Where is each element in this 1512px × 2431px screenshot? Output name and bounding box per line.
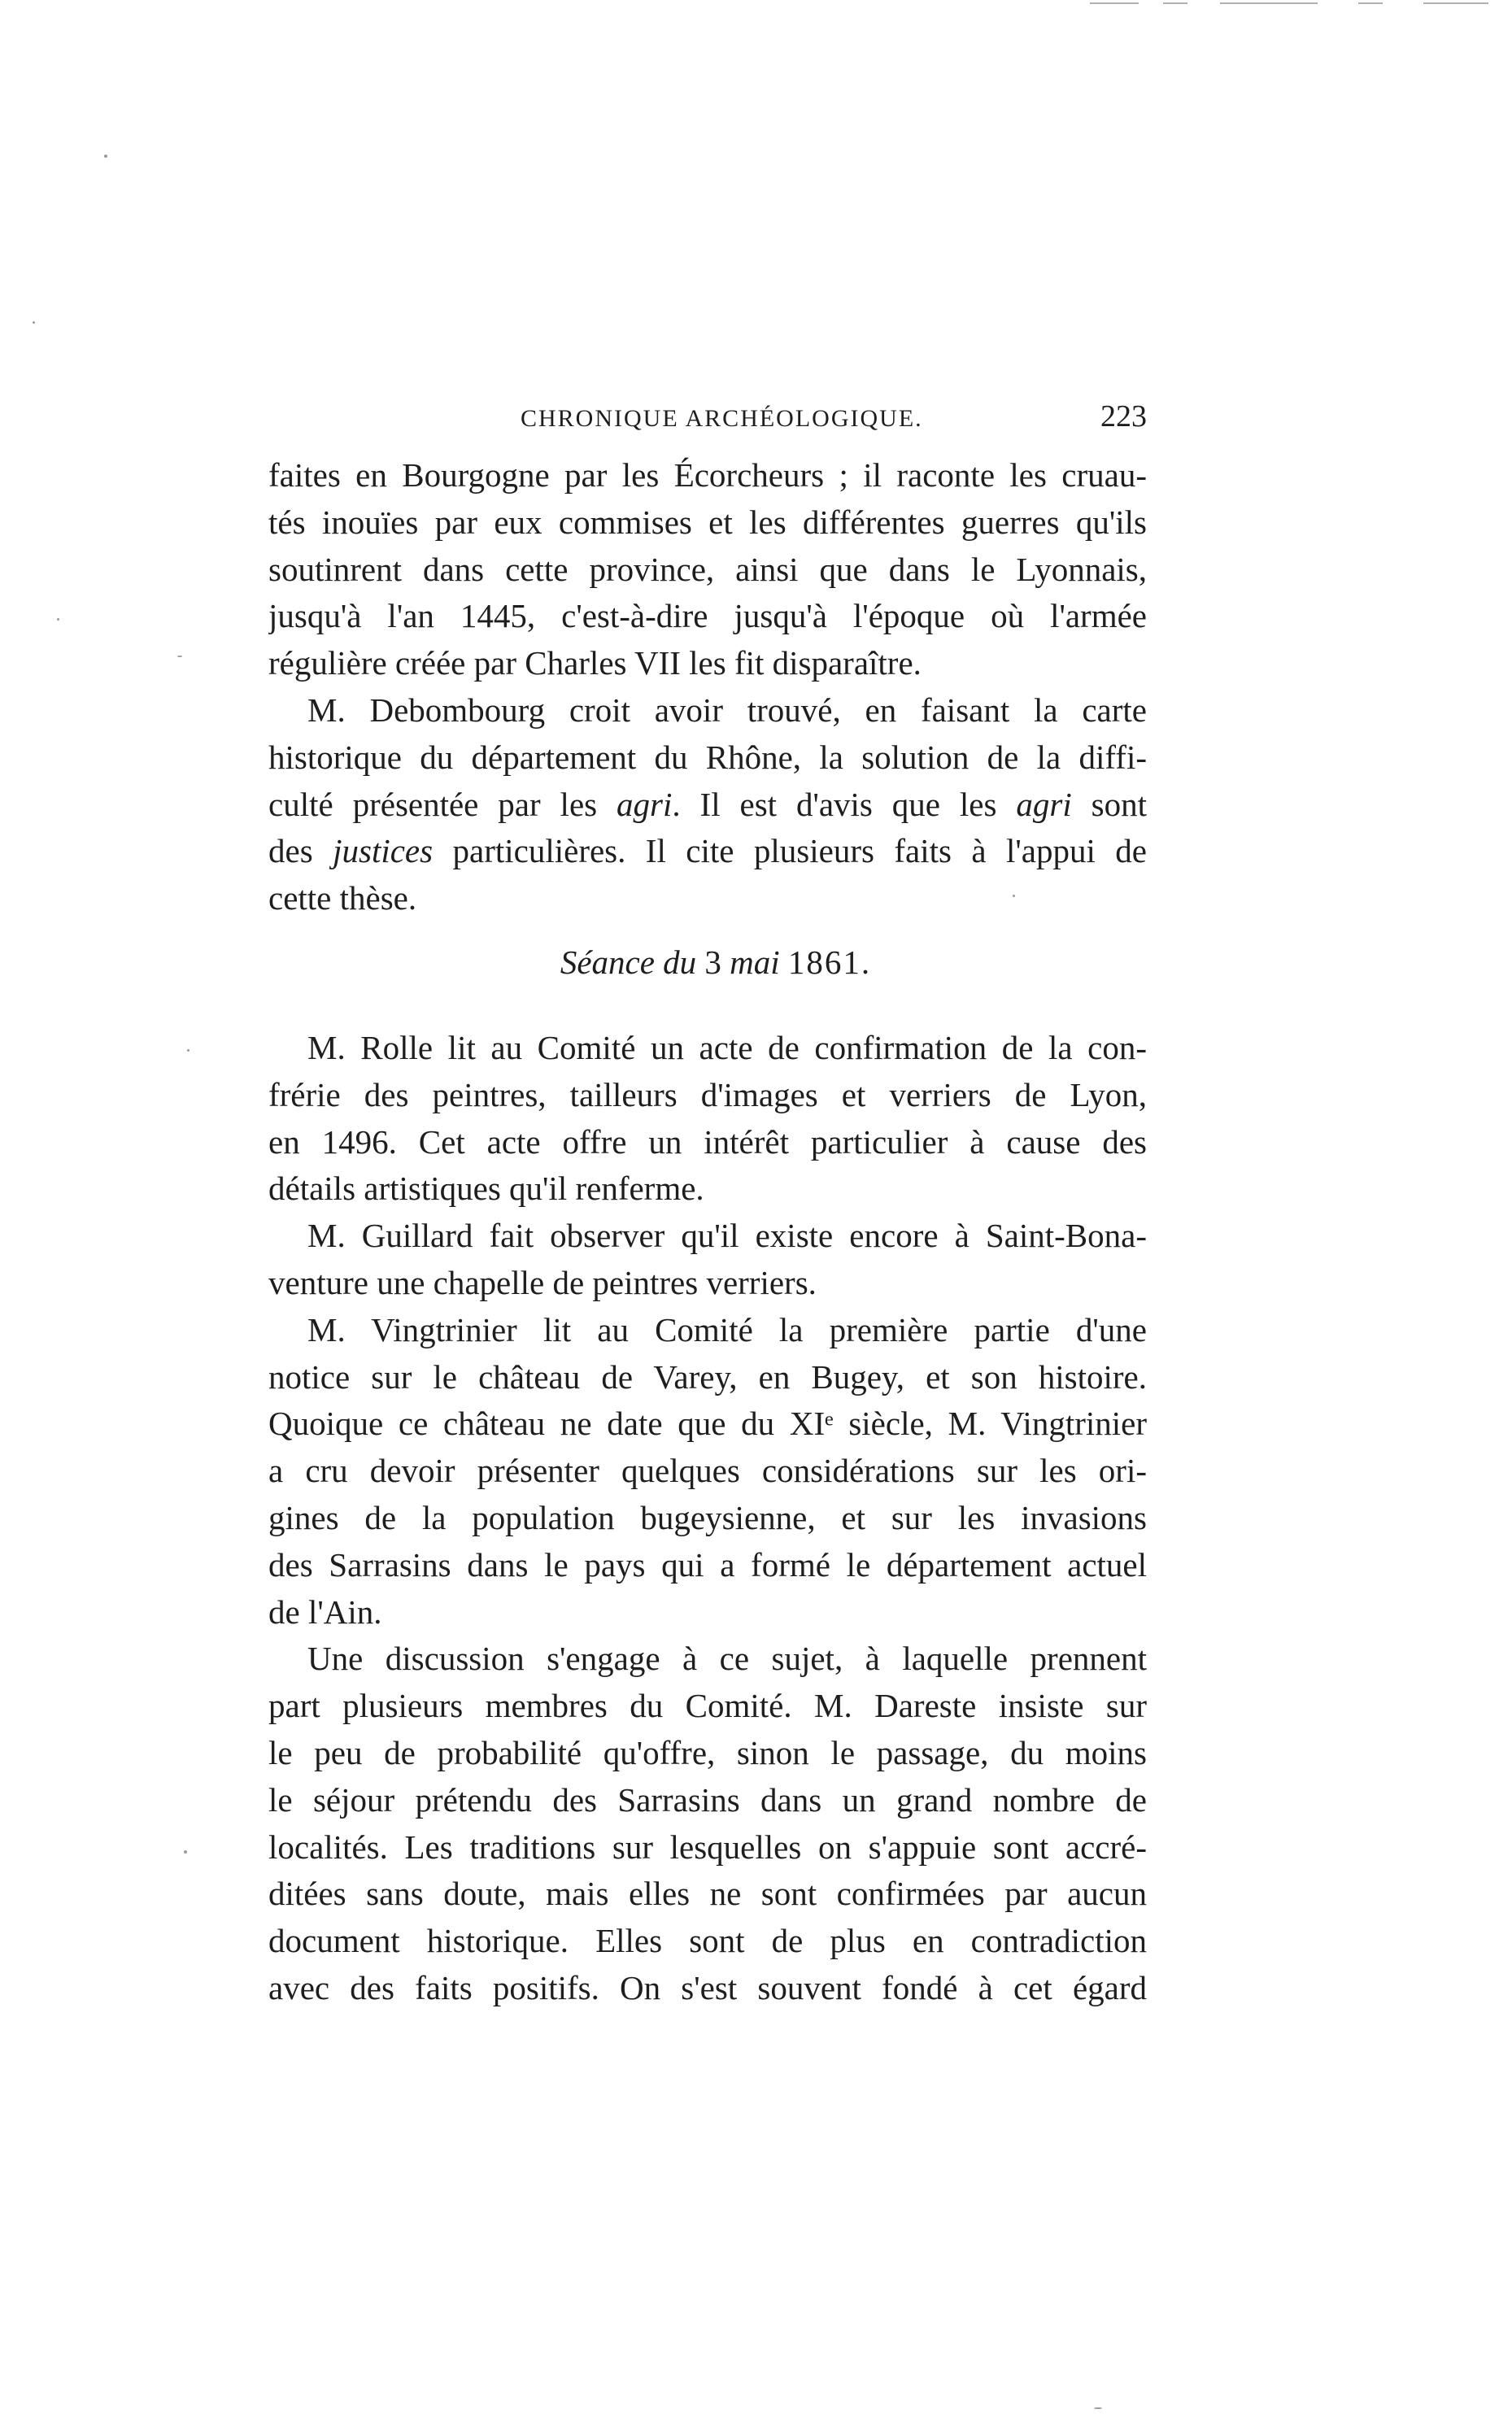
text-line: M. Vingtrinier lit au Comité la première partie d'une — [307, 1310, 1147, 1348]
text-line: cette thèse. — [268, 879, 417, 917]
paragraph-ecorcheurs — [268, 452, 1147, 687]
text-line: des Sarrasins dans le pays qui a formé le département actuel — [268, 1545, 1147, 1584]
scan-mark-top — [1358, 2, 1383, 4]
session-day: 3 — [704, 943, 721, 981]
text-line: venture une chapelle de peintres verriers. — [268, 1263, 817, 1301]
text-run: particulières. Il cite plusieurs faits à l'appui de — [433, 832, 1147, 870]
text-run: . Il est d'avis que les — [672, 785, 1017, 823]
text-line: le peu de probabilité qu'offre, sinon le passage, du moins — [268, 1733, 1147, 1771]
text-run: sont — [1071, 785, 1147, 823]
session-year: 1861. — [787, 943, 872, 981]
text-line: tés inouïes par eux commises et les différentes guerres qu'ils — [268, 503, 1147, 541]
scan-speck — [177, 656, 182, 657]
session-heading — [268, 927, 1147, 997]
scan-mark-top — [1220, 2, 1318, 4]
paragraph-guillard — [268, 1213, 1147, 1307]
text-line: a cru devoir présenter quelques considérations sur les ori- — [268, 1452, 1147, 1490]
scan-speck — [1094, 2407, 1102, 2409]
scan-speck — [57, 618, 59, 621]
text-line: part plusieurs membres du Comité. M. Dareste insiste sur — [268, 1687, 1147, 1725]
text-line: historique du département du Rhône, la solution de la diffi- — [268, 738, 1147, 776]
scan-mark-top — [1090, 2, 1139, 4]
scan-mark-top — [1163, 2, 1187, 4]
text-line: ditées sans doute, mais elles ne sont confirmées par aucun — [268, 1875, 1147, 1913]
text-line: jusqu'à l'an 1445, c'est-à-dire jusqu'à l'époque où l'armée — [268, 597, 1147, 635]
page-number: 223 — [1100, 399, 1147, 433]
body-text — [268, 452, 1147, 2012]
text-line: gines de la population bugeysienne, et sur les invasions — [268, 1498, 1147, 1536]
text-line: Une discussion s'engage à ce sujet, à laquelle prennent — [307, 1640, 1147, 1678]
text-line: détails artistiques qu'il renferme. — [268, 1170, 704, 1208]
scan-speck — [104, 155, 107, 158]
text-line: avec des faits positifs. On s'est souvent fondé à cet égard — [268, 1968, 1147, 2006]
text-line: faites en Bourgogne par les Écorcheurs ; il raconte les cruau- — [268, 456, 1147, 494]
text-run: culté présentée par les — [268, 785, 617, 823]
text-run: des — [268, 832, 333, 870]
text-line: Quoique ce château ne date que du XIᵉ siècle, M. Vingtrinier — [268, 1405, 1147, 1443]
paragraph-rolle — [268, 1025, 1147, 1213]
text-line: localités. Les traditions sur lesquelles on s'appuie sont accré- — [268, 1828, 1147, 1866]
running-head — [268, 399, 1147, 444]
scan-speck — [184, 1850, 187, 1854]
scan-speck — [33, 321, 35, 324]
italic-term-agri: agri — [1016, 785, 1072, 823]
text-line — [268, 782, 1147, 829]
paragraph-debombourg — [268, 687, 1147, 922]
text-line: notice sur le château de Varey, en Bugey, et son histoire. — [268, 1357, 1147, 1396]
running-title: CHRONIQUE ARCHÉOLOGIQUE. — [521, 405, 923, 432]
scan-speck — [187, 1049, 190, 1052]
text-line — [268, 828, 1147, 875]
italic-term-agri: agri — [617, 785, 673, 823]
text-line: M. Guillard fait observer qu'il existe encore à Saint-Bona- — [307, 1217, 1147, 1255]
text-line: M. Debombourg croit avoir trouvé, en faisant la carte — [307, 691, 1147, 729]
text-line: M. Rolle lit au Comité un acte de confirmation de la con- — [307, 1028, 1147, 1066]
text-line: soutinrent dans cette province, ainsi que dans le Lyonnais, — [268, 550, 1147, 588]
text-line: en 1496. Cet acte offre un intérêt particulier à cause des — [268, 1122, 1147, 1161]
text-line: de l'Ain. — [268, 1592, 382, 1631]
session-month: mai — [730, 943, 780, 981]
italic-term-justices: justices — [333, 832, 434, 870]
session-label: Séance du — [560, 943, 697, 981]
paragraph-discussion — [268, 1636, 1147, 2011]
paragraph-vingtrinier — [268, 1307, 1147, 1636]
text-line: document historique. Elles sont de plus en contradiction — [268, 1922, 1147, 1960]
text-line: frérie des peintres, tailleurs d'images et verriers de Lyon, — [268, 1075, 1147, 1113]
spacer — [268, 997, 1147, 1025]
scan-mark-top — [1423, 2, 1488, 4]
text-line: régulière créée par Charles VII les fit disparaître. — [268, 644, 922, 682]
text-line: le séjour prétendu des Sarrasins dans un grand nombre de — [268, 1780, 1147, 1819]
